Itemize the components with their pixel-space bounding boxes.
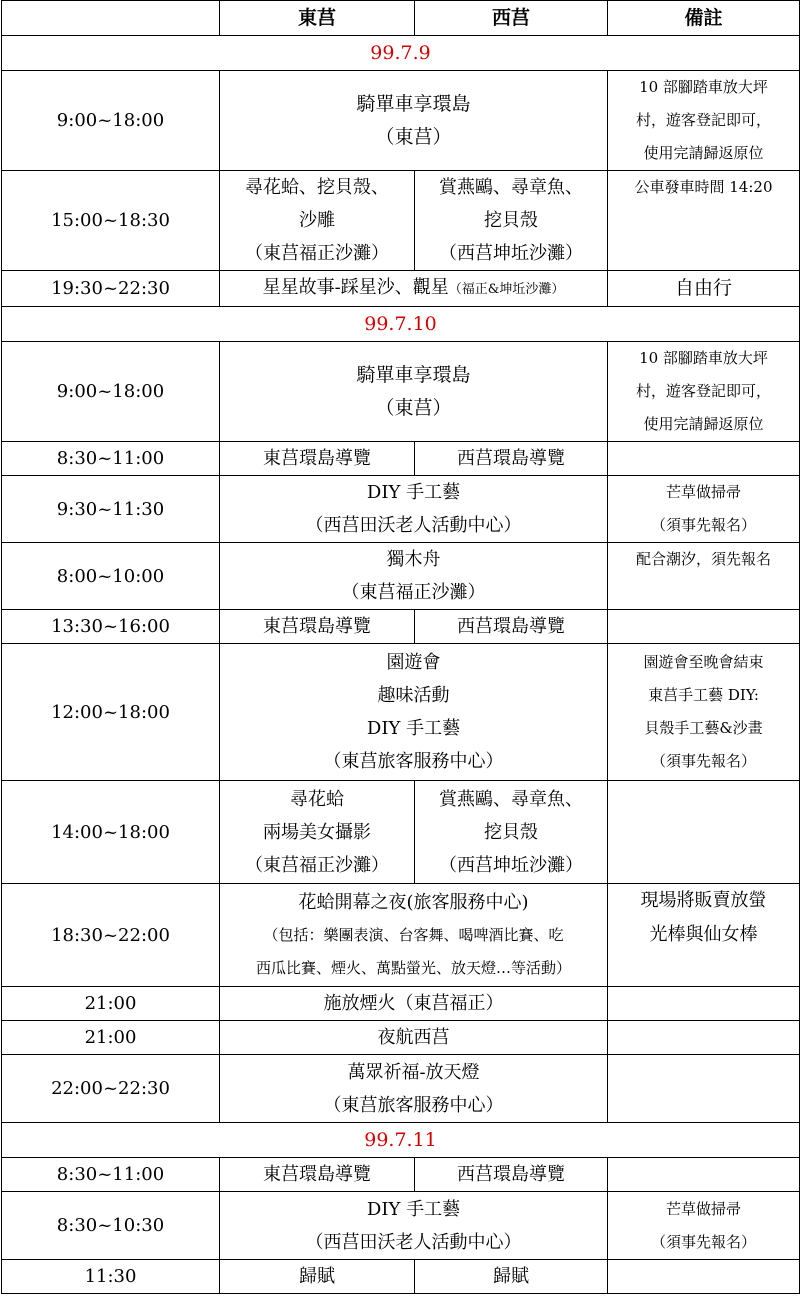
date-row bbox=[2, 1123, 800, 1158]
east-activity-cell: 東莒環島導覽 bbox=[220, 442, 415, 476]
date-label: 99.7.9 bbox=[2, 36, 800, 71]
schedule-row bbox=[2, 1055, 800, 1123]
time-cell: 9:30~11:30 bbox=[2, 476, 220, 543]
header-row bbox=[2, 1, 800, 36]
remark-cell bbox=[608, 1158, 800, 1192]
schedule-row bbox=[2, 884, 800, 987]
remark-cell: 園遊會至晚會結束 東莒手工藝 DIY: 貝殼手工藝&沙畫 （須事先報名） bbox=[608, 644, 800, 781]
header-remark: 備註 bbox=[608, 1, 800, 36]
activity-cell: 騎單車享環島 （東莒） bbox=[220, 342, 608, 442]
remark-cell: 公車發車時間 14:20 bbox=[608, 171, 800, 271]
time-cell: 15:00~18:30 bbox=[2, 171, 220, 271]
schedule-row bbox=[2, 781, 800, 884]
date-label: 99.7.10 bbox=[2, 307, 800, 342]
time-cell: 8:30~11:00 bbox=[2, 1158, 220, 1192]
schedule-row bbox=[2, 644, 800, 781]
time-cell: 19:30~22:30 bbox=[2, 271, 220, 307]
remark-cell: 10 部腳踏車放大坪 村，遊客登記即可， 使用完請歸返原位 bbox=[608, 71, 800, 171]
remark-cell bbox=[608, 1021, 800, 1055]
east-activity-cell: 尋花蛤、挖貝殼、 沙雕 （東莒福正沙灘） bbox=[220, 171, 415, 271]
time-cell: 12:00~18:00 bbox=[2, 644, 220, 781]
activity-cell: 花蛤開幕之夜(旅客服務中心) （包括：樂團表演、台客舞、喝啤酒比賽、吃 西瓜比賽、煙火、萬點螢光、放天燈…等活動） bbox=[220, 884, 608, 987]
east-activity-cell: 尋花蛤 兩場美女攝影 （東莒福正沙灘） bbox=[220, 781, 415, 884]
time-cell: 8:30~10:30 bbox=[2, 1192, 220, 1260]
schedule-row bbox=[2, 987, 800, 1021]
schedule-row bbox=[2, 1260, 800, 1294]
remark-cell: 配合潮汐，須先報名 bbox=[608, 543, 800, 610]
time-cell: 8:30~11:00 bbox=[2, 442, 220, 476]
activity-cell: 騎單車享環島 （東莒） bbox=[220, 71, 608, 171]
activity-cell: 萬眾祈福-放天燈 （東莒旅客服務中心） bbox=[220, 1055, 608, 1123]
activity-cell: 夜航西莒 bbox=[220, 1021, 608, 1055]
schedule-row bbox=[2, 71, 800, 171]
activity-cell: 施放煙火（東莒福正） bbox=[220, 987, 608, 1021]
east-activity-cell: 歸賦 bbox=[220, 1260, 415, 1294]
remark-cell bbox=[608, 442, 800, 476]
header-west: 西莒 bbox=[415, 1, 608, 36]
remark-cell: 芒草做掃帚 （須事先報名） bbox=[608, 1192, 800, 1260]
time-cell: 9:00~18:00 bbox=[2, 71, 220, 171]
west-activity-cell: 賞燕鷗、尋章魚、 挖貝殼 （西莒坤坵沙灘） bbox=[415, 171, 608, 271]
time-cell: 18:30~22:00 bbox=[2, 884, 220, 987]
schedule-row bbox=[2, 1192, 800, 1260]
schedule-row bbox=[2, 543, 800, 610]
west-activity-cell: 西莒環島導覽 bbox=[415, 610, 608, 644]
schedule-row bbox=[2, 1021, 800, 1055]
date-label: 99.7.11 bbox=[2, 1123, 800, 1158]
west-activity-cell: 歸賦 bbox=[415, 1260, 608, 1294]
west-activity-cell: 西莒環島導覽 bbox=[415, 442, 608, 476]
time-cell: 13:30~16:00 bbox=[2, 610, 220, 644]
time-cell: 9:00~18:00 bbox=[2, 342, 220, 442]
west-activity-cell: 賞燕鷗、尋章魚、 挖貝殼 （西莒坤坵沙灘） bbox=[415, 781, 608, 884]
remark-cell bbox=[608, 1260, 800, 1294]
time-cell: 14:00~18:00 bbox=[2, 781, 220, 884]
remark-cell: 現場將販賣放螢 光棒與仙女棒 bbox=[608, 884, 800, 987]
east-activity-cell: 東莒環島導覽 bbox=[220, 1158, 415, 1192]
header-east: 東莒 bbox=[220, 1, 415, 36]
date-row bbox=[2, 36, 800, 71]
activity-cell: 獨木舟 （東莒福正沙灘） bbox=[220, 543, 608, 610]
schedule-row bbox=[2, 476, 800, 543]
schedule-row bbox=[2, 610, 800, 644]
west-activity-cell: 西莒環島導覽 bbox=[415, 1158, 608, 1192]
date-row bbox=[2, 307, 800, 342]
remark-cell: 10 部腳踏車放大坪 村，遊客登記即可， 使用完請歸返原位 bbox=[608, 342, 800, 442]
schedule-row bbox=[2, 271, 800, 307]
remark-cell bbox=[608, 610, 800, 644]
time-cell: 11:30 bbox=[2, 1260, 220, 1294]
schedule-table bbox=[1, 0, 800, 1294]
remark-cell: 芒草做掃帚 （須事先報名） bbox=[608, 476, 800, 543]
time-cell: 22:00~22:30 bbox=[2, 1055, 220, 1123]
east-activity-cell: 東莒環島導覽 bbox=[220, 610, 415, 644]
schedule-row bbox=[2, 442, 800, 476]
activity-cell: 園遊會 趣味活動 DIY 手工藝 （東莒旅客服務中心） bbox=[220, 644, 608, 781]
remark-cell bbox=[608, 987, 800, 1021]
time-cell: 8:00~10:00 bbox=[2, 543, 220, 610]
schedule-row bbox=[2, 171, 800, 271]
time-cell: 21:00 bbox=[2, 1021, 220, 1055]
activity-cell: DIY 手工藝 （西莒田沃老人活動中心） bbox=[220, 1192, 608, 1260]
activity-cell: 星星故事-踩星沙、觀星（福正&坤坵沙灘） bbox=[220, 271, 608, 307]
remark-cell: 自由行 bbox=[608, 271, 800, 307]
header-time bbox=[2, 1, 220, 36]
schedule-row bbox=[2, 1158, 800, 1192]
schedule-row bbox=[2, 342, 800, 442]
time-cell: 21:00 bbox=[2, 987, 220, 1021]
activity-cell: DIY 手工藝 （西莒田沃老人活動中心） bbox=[220, 476, 608, 543]
remark-cell bbox=[608, 781, 800, 884]
remark-cell bbox=[608, 1055, 800, 1123]
